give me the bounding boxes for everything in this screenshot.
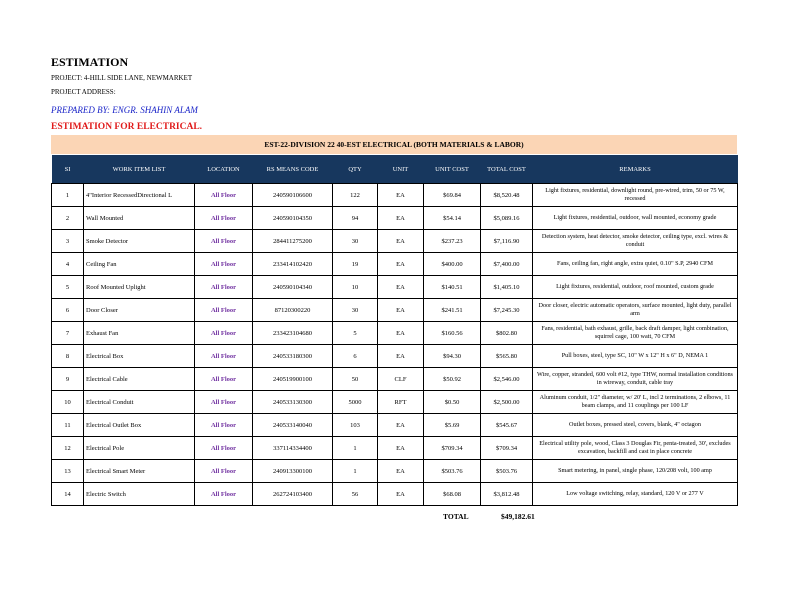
cell-total-cost: $3,812.48: [481, 483, 533, 506]
cell-unit-cost: $94.30: [424, 345, 481, 368]
cell-qty: 103: [333, 414, 378, 437]
cell-unit-cost: $0.50: [424, 391, 481, 414]
cell-unit: EA: [378, 184, 424, 207]
cell-location: All Floor: [195, 322, 253, 345]
table-row: [52, 368, 738, 391]
cell-unit-cost: $709.34: [424, 437, 481, 460]
page-title: ESTIMATION: [51, 55, 129, 69]
cell-qty: 56: [333, 483, 378, 506]
cell-item: Exhaust Fan: [84, 322, 195, 345]
cell-code: 240913300100: [253, 460, 333, 483]
project-address: PROJECT ADDRESS:: [51, 88, 116, 96]
cell-unit: EA: [378, 437, 424, 460]
table-row: [52, 391, 738, 414]
cell-location: All Floor: [195, 276, 253, 299]
total-value: $49,182.61: [501, 512, 535, 521]
cell-code: 240590106600: [253, 184, 333, 207]
cell-location: All Floor: [195, 345, 253, 368]
cell-total-cost: $7,400.00: [481, 253, 533, 276]
cell-remarks: Light fixtures, residential, outdoor, roof mounted, custom grade: [533, 276, 738, 299]
cell-item: Electric Switch: [84, 483, 195, 506]
cell-remarks: Pull boxes, steel, type SC, 10" W x 12" H x 6" D, NEMA 1: [533, 345, 738, 368]
cell-item: 4"Interior RecessedDirectional L: [84, 184, 195, 207]
cell-location: All Floor: [195, 207, 253, 230]
table-row: [52, 460, 738, 483]
cell-location: All Floor: [195, 414, 253, 437]
cell-remarks: Low voltage switching, relay, standard, 120 V or 277 V: [533, 483, 738, 506]
cell-si: 5: [52, 276, 84, 299]
cell-qty: 5: [333, 322, 378, 345]
cell-total-cost: $5,089.16: [481, 207, 533, 230]
cell-si: 10: [52, 391, 84, 414]
cell-qty: 50: [333, 368, 378, 391]
cell-total-cost: $503.76: [481, 460, 533, 483]
cell-location: All Floor: [195, 299, 253, 322]
cell-item: Electrical Pole: [84, 437, 195, 460]
cell-code: 240519900100: [253, 368, 333, 391]
cell-unit: EA: [378, 483, 424, 506]
col-header-unit: UNIT: [378, 155, 424, 184]
prepared-by: PREPARED BY: ENGR. SHAHIN ALAM: [51, 105, 198, 115]
cell-item: Door Closer: [84, 299, 195, 322]
cell-remarks: Aluminum conduit, 1/2" diameter, w/ 20' L, incl 2 terminations, 2 elbows, 11 beam clamps, and 11 couplings per 100 LF: [533, 391, 738, 414]
cell-total-cost: $565.80: [481, 345, 533, 368]
table-row: [52, 414, 738, 437]
cell-si: 1: [52, 184, 84, 207]
cell-item: Electrical Box: [84, 345, 195, 368]
table-row: [52, 230, 738, 253]
cell-qty: 122: [333, 184, 378, 207]
cell-item: Electrical Cable: [84, 368, 195, 391]
cell-total-cost: $7,116.90: [481, 230, 533, 253]
project-line: PROJECT: 4-HILL SIDE LANE, NEWMARKET: [51, 74, 193, 82]
cell-code: 337114334400: [253, 437, 333, 460]
table-row: [52, 207, 738, 230]
cell-code: 240590104350: [253, 207, 333, 230]
cell-si: 7: [52, 322, 84, 345]
cell-unit-cost: $140.51: [424, 276, 481, 299]
cell-unit-cost: $68.08: [424, 483, 481, 506]
cell-item: Smoke Detector: [84, 230, 195, 253]
cell-qty: 19: [333, 253, 378, 276]
cell-location: All Floor: [195, 230, 253, 253]
cell-qty: 30: [333, 299, 378, 322]
cell-unit: EA: [378, 414, 424, 437]
cell-si: 13: [52, 460, 84, 483]
cell-si: 4: [52, 253, 84, 276]
cell-total-cost: $2,546.00: [481, 368, 533, 391]
table-row: [52, 483, 738, 506]
col-header-si: SI: [52, 155, 84, 184]
cell-unit-cost: $160.56: [424, 322, 481, 345]
cell-si: 9: [52, 368, 84, 391]
cell-unit: EA: [378, 322, 424, 345]
cell-si: 11: [52, 414, 84, 437]
cell-location: All Floor: [195, 253, 253, 276]
cell-unit: CLF: [378, 368, 424, 391]
col-header-unit-cost: UNIT COST: [424, 155, 481, 184]
cell-remarks: Fans, residential, bath exhaust, grille, back draft damper, light combination, squirrel cage, 100 watt, 70 CFM: [533, 322, 738, 345]
cell-remarks: Wire, copper, stranded, 600 volt #12, type THW, normal installation conditions in wireway, conduit, cable tray: [533, 368, 738, 391]
cell-unit: EA: [378, 207, 424, 230]
cell-item: Electrical Smart Meter: [84, 460, 195, 483]
table-row: [52, 253, 738, 276]
cell-remarks: Outlet boxes, pressed steel, covers, blank, 4" octagon: [533, 414, 738, 437]
cell-remarks: Fans, ceiling fan, right angle, extra quiet, 0.10" S.P, 2940 CFM: [533, 253, 738, 276]
cell-item: Wall Mounted: [84, 207, 195, 230]
cell-remarks: Smart metering, in panel, single phase, 120/208 volt, 100 amp: [533, 460, 738, 483]
cell-remarks: Detection system, heat detector, smoke detector, ceiling type, excl. wires & conduit: [533, 230, 738, 253]
cell-location: All Floor: [195, 184, 253, 207]
cell-code: 240533130300: [253, 391, 333, 414]
table-row: [52, 322, 738, 345]
cell-unit: RFT: [378, 391, 424, 414]
cell-item: Ceiling Fan: [84, 253, 195, 276]
cell-remarks: Door closer, electric automatic operators, surface mounted, light duty, parallel arm: [533, 299, 738, 322]
cell-qty: 1: [333, 460, 378, 483]
cell-code: 233423104680: [253, 322, 333, 345]
cell-unit: EA: [378, 253, 424, 276]
estimation-table: [51, 155, 738, 506]
cell-remarks: Light fixtures, residential, outdoor, wall mounted, economy grade: [533, 207, 738, 230]
cell-unit-cost: $503.76: [424, 460, 481, 483]
cell-total-cost: $8,520.48: [481, 184, 533, 207]
cell-unit-cost: $237.23: [424, 230, 481, 253]
division-banner: EST-22-DIVISION 22 40-EST ELECTRICAL (BOTH MATERIALS & LABOR): [51, 135, 737, 154]
total-label: TOTAL: [443, 512, 469, 521]
cell-code: 240533140040: [253, 414, 333, 437]
table-row: [52, 184, 738, 207]
cell-total-cost: $2,500.00: [481, 391, 533, 414]
cell-total-cost: $545.67: [481, 414, 533, 437]
cell-total-cost: $1,405.10: [481, 276, 533, 299]
cell-unit-cost: $400.00: [424, 253, 481, 276]
cell-code: 233414102420: [253, 253, 333, 276]
cell-total-cost: $709.34: [481, 437, 533, 460]
cell-unit: EA: [378, 460, 424, 483]
cell-qty: 94: [333, 207, 378, 230]
cell-unit-cost: $5.69: [424, 414, 481, 437]
cell-si: 14: [52, 483, 84, 506]
table-row: [52, 437, 738, 460]
cell-si: 12: [52, 437, 84, 460]
table-row: [52, 276, 738, 299]
cell-unit: EA: [378, 345, 424, 368]
col-header-code: RS MEANS CODE: [253, 155, 333, 184]
cell-si: 8: [52, 345, 84, 368]
cell-remarks: Electrical utility pole, wood, Class 3 Douglas Fir, penta-treated, 30', excludes excavation, backfill and cast in place concrete: [533, 437, 738, 460]
cell-total-cost: $7,245.30: [481, 299, 533, 322]
cell-location: All Floor: [195, 368, 253, 391]
cell-unit-cost: $54.14: [424, 207, 481, 230]
col-header-item: WORK ITEM LIST: [84, 155, 195, 184]
cell-unit-cost: $241.51: [424, 299, 481, 322]
cell-code: 262724103400: [253, 483, 333, 506]
cell-unit: EA: [378, 276, 424, 299]
cell-code: 284411275200: [253, 230, 333, 253]
cell-item: Electrical Conduit: [84, 391, 195, 414]
cell-si: 6: [52, 299, 84, 322]
cell-unit-cost: $69.84: [424, 184, 481, 207]
cell-qty: 10: [333, 276, 378, 299]
cell-qty: 30: [333, 230, 378, 253]
col-header-location: LOCATION: [195, 155, 253, 184]
col-header-qty: QTY: [333, 155, 378, 184]
cell-location: All Floor: [195, 391, 253, 414]
cell-unit: EA: [378, 299, 424, 322]
col-header-remarks: REMARKS: [533, 155, 738, 184]
cell-location: All Floor: [195, 437, 253, 460]
cell-item: Electrical Outlet Box: [84, 414, 195, 437]
col-header-total-cost: TOTAL COST: [481, 155, 533, 184]
cell-unit: EA: [378, 230, 424, 253]
table-row: [52, 299, 738, 322]
cell-qty: 6: [333, 345, 378, 368]
cell-unit-cost: $50.92: [424, 368, 481, 391]
table-row: [52, 345, 738, 368]
cell-location: All Floor: [195, 483, 253, 506]
cell-qty: 1: [333, 437, 378, 460]
cell-total-cost: $802.80: [481, 322, 533, 345]
cell-si: 2: [52, 207, 84, 230]
cell-code: 240590104340: [253, 276, 333, 299]
cell-item: Roof Mounted Uplight: [84, 276, 195, 299]
cell-si: 3: [52, 230, 84, 253]
cell-code: 87120300220: [253, 299, 333, 322]
table-header: [52, 155, 738, 184]
estimation-for: ESTIMATION FOR ELECTRICAL.: [51, 122, 203, 132]
cell-qty: 5000: [333, 391, 378, 414]
cell-remarks: Light fixtures, residential, downlight round, pre-wired, trim, 50 or 75 W, recessed: [533, 184, 738, 207]
cell-code: 240533180300: [253, 345, 333, 368]
cell-location: All Floor: [195, 460, 253, 483]
